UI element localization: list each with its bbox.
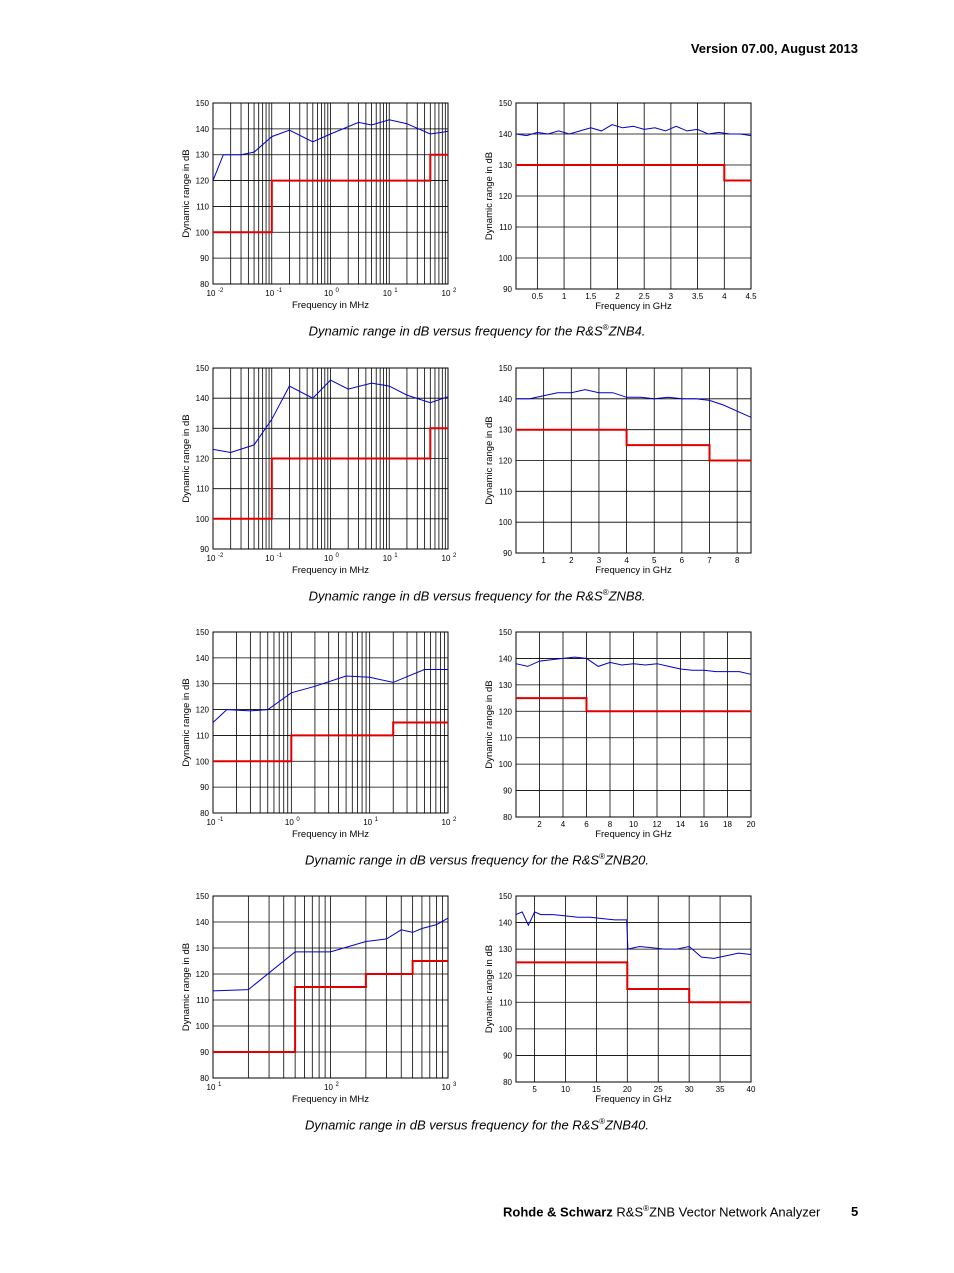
y-tick-label: 130	[195, 150, 209, 160]
y-tick-label: 90	[503, 786, 512, 796]
x-tick-label: 10	[265, 554, 275, 563]
x-axis-label: Frequency in GHz	[595, 565, 672, 576]
x-tick-label: 12	[652, 820, 662, 829]
y-axis-label: Dynamic range in dB	[484, 151, 495, 241]
y-tick-label: 110	[196, 202, 209, 212]
x-tick-label: 6	[584, 820, 589, 829]
y-tick-label: 130	[195, 944, 209, 953]
y-tick-label: 100	[195, 514, 209, 524]
x-tick-label: 10	[629, 820, 638, 829]
y-tick-label: 140	[498, 654, 512, 664]
x-tick-exponent: 0	[296, 817, 300, 823]
x-tick-label: 10	[324, 554, 333, 563]
y-tick-label: 140	[195, 653, 209, 663]
y-tick-label: 110	[499, 487, 512, 497]
x-tick-label: 30	[684, 1085, 694, 1094]
x-tick-label: 40	[746, 1085, 756, 1094]
x-axis-label: Frequency in MHz	[291, 1094, 370, 1105]
x-tick-exponent: 2	[453, 553, 457, 559]
y-tick-label: 120	[498, 192, 512, 201]
y-tick-label: 110	[499, 733, 512, 743]
x-tick-exponent: 1	[218, 1082, 222, 1088]
x-tick-label: 1	[561, 292, 567, 301]
x-tick-exponent: 0	[335, 288, 339, 294]
x-tick-label: 2	[569, 556, 574, 565]
x-axis-label: Frequency in GHz	[595, 829, 672, 840]
x-tick-label: 3	[668, 292, 674, 301]
y-tick-label: 90	[200, 545, 209, 554]
y-axis-label: Dynamic range in dB	[181, 149, 192, 238]
y-axis-label: Dynamic range in dB	[484, 944, 495, 1034]
y-tick-label: 130	[195, 679, 209, 689]
x-tick-label: 0.5	[531, 292, 543, 301]
x-tick-label: 5	[532, 1085, 537, 1094]
x-tick-label: 3.5	[692, 292, 704, 301]
x-tick-label: 10	[206, 554, 216, 563]
y-tick-label: 120	[498, 971, 512, 981]
y-tick-label: 140	[195, 124, 209, 134]
x-tick-label: 4	[624, 556, 629, 565]
y-tick-label: 100	[498, 1024, 512, 1034]
y-axis-label: Dynamic range in dB	[181, 414, 192, 503]
x-tick-label: 3	[596, 556, 602, 565]
y-tick-label: 100	[195, 1022, 209, 1031]
y-tick-label: 90	[503, 285, 512, 294]
x-tick-label: 4	[722, 292, 727, 301]
x-tick-exponent: -1	[276, 288, 283, 294]
x-tick-exponent: 2	[453, 817, 457, 823]
x-tick-label: 14	[676, 820, 685, 829]
y-tick-label: 140	[195, 394, 209, 404]
y-tick-label: 120	[498, 707, 512, 717]
document-version: Version 07.00, August 2013	[690, 41, 858, 56]
y-axis-label: Dynamic range in dB	[181, 942, 192, 1032]
caption-znb4: Dynamic range in dB versus frequency for the R&S®ZNB4.	[308, 323, 646, 339]
x-tick-label: 1	[541, 556, 546, 565]
y-tick-label: 100	[498, 518, 512, 528]
y-tick-label: 130	[498, 680, 512, 690]
x-tick-label: 4.5	[745, 292, 757, 301]
x-tick-label: 10	[284, 818, 294, 827]
x-tick-label: 6	[679, 556, 685, 565]
x-axis-label: Frequency in MHz	[291, 829, 370, 840]
x-tick-label: 10	[363, 818, 373, 827]
x-tick-label: 15	[591, 1085, 601, 1094]
y-tick-label: 120	[195, 705, 209, 715]
x-tick-label: 10	[441, 554, 451, 563]
y-tick-label: 120	[498, 456, 512, 466]
x-axis-label: Frequency in MHz	[291, 300, 370, 311]
y-tick-label: 130	[498, 945, 512, 955]
x-tick-exponent: 1	[374, 817, 379, 823]
y-tick-label: 120	[195, 176, 209, 186]
x-tick-exponent: 0	[335, 553, 339, 559]
x-axis-label: Frequency in MHz	[291, 565, 370, 576]
y-tick-label: 150	[195, 892, 209, 901]
y-tick-label: 130	[498, 425, 512, 435]
x-tick-label: 10	[206, 1083, 216, 1092]
y-tick-label: 130	[498, 161, 512, 170]
x-tick-label: 10	[206, 289, 216, 298]
x-tick-label: 2	[615, 292, 620, 301]
y-tick-label: 100	[498, 760, 512, 770]
y-tick-label: 140	[498, 918, 512, 928]
y-tick-label: 150	[195, 99, 209, 108]
x-tick-label: 10	[382, 289, 392, 298]
x-tick-label: 10	[561, 1085, 570, 1094]
y-tick-label: 90	[200, 1048, 209, 1057]
x-tick-label: 16	[699, 820, 709, 829]
y-axis-label: Dynamic range in dB	[484, 416, 495, 505]
x-tick-label: 10	[324, 289, 333, 298]
x-tick-exponent: 1	[394, 553, 398, 559]
y-tick-label: 150	[498, 99, 512, 108]
caption-znb8: Dynamic range in dB versus frequency for the R&S®ZNB8.	[308, 588, 646, 604]
x-tick-label: 8	[734, 556, 740, 565]
y-tick-label: 80	[200, 280, 209, 289]
x-tick-label: 10	[265, 289, 275, 298]
x-tick-exponent: -1	[276, 553, 283, 559]
x-tick-label: 20	[622, 1085, 632, 1094]
x-tick-exponent: 3	[453, 1082, 457, 1088]
y-tick-label: 90	[200, 783, 209, 793]
x-tick-label: 10	[382, 554, 392, 563]
x-tick-label: 7	[707, 556, 712, 565]
y-tick-label: 110	[499, 998, 512, 1008]
y-tick-label: 100	[498, 254, 512, 263]
x-tick-label: 2.5	[638, 292, 650, 301]
x-tick-label: 10	[441, 289, 451, 298]
y-tick-label: 90	[503, 1051, 512, 1061]
y-tick-label: 110	[196, 996, 209, 1005]
x-tick-label: 8	[607, 820, 613, 829]
x-tick-exponent: -1	[218, 817, 224, 823]
spec-line	[516, 962, 751, 1002]
x-tick-label: 35	[715, 1085, 725, 1094]
y-tick-label: 110	[196, 484, 209, 494]
y-tick-label: 150	[498, 364, 512, 373]
y-tick-label: 120	[195, 970, 209, 979]
y-tick-label: 80	[503, 1078, 512, 1087]
caption-znb40: Dynamic range in dB versus frequency for the R&S®ZNB40.	[304, 1117, 650, 1133]
x-tick-label: 10	[206, 818, 216, 827]
y-axis-label: Dynamic range in dB	[484, 680, 495, 769]
y-tick-label: 120	[195, 454, 209, 464]
y-tick-label: 80	[503, 813, 512, 822]
y-tick-label: 80	[200, 809, 209, 818]
y-tick-label: 90	[200, 254, 209, 264]
x-tick-label: 1.5	[585, 292, 597, 301]
x-tick-exponent: 2	[335, 1082, 339, 1088]
x-tick-label: 20	[746, 820, 756, 829]
y-tick-label: 110	[196, 731, 209, 741]
measured-trace	[516, 912, 751, 959]
y-tick-label: 90	[503, 549, 512, 558]
x-tick-label: 10	[324, 1083, 333, 1092]
x-tick-exponent: 2	[453, 288, 457, 294]
x-tick-label: 25	[653, 1085, 663, 1094]
y-tick-label: 100	[195, 228, 209, 238]
x-tick-label: 10	[441, 1083, 451, 1092]
x-tick-exponent: 1	[394, 288, 398, 294]
x-tick-label: 2	[537, 820, 542, 829]
y-axis-label: Dynamic range in dB	[181, 678, 192, 767]
y-tick-label: 80	[200, 1074, 209, 1083]
y-tick-label: 150	[498, 628, 512, 637]
y-tick-label: 130	[195, 424, 209, 434]
x-tick-label: 10	[441, 818, 451, 827]
y-tick-label: 110	[499, 223, 512, 232]
x-axis-label: Frequency in GHz	[595, 1094, 672, 1105]
y-tick-label: 100	[195, 757, 209, 767]
y-tick-label: 150	[195, 628, 209, 637]
y-tick-label: 150	[195, 364, 209, 373]
x-tick-label: 5	[652, 556, 657, 565]
x-tick-exponent: -2	[218, 553, 224, 559]
page-number: 5	[851, 1204, 859, 1219]
footer-product: Rohde & Schwarz R&S®ZNB Vector Network Analyzer	[503, 1204, 821, 1220]
x-tick-exponent: -2	[218, 288, 224, 294]
y-tick-label: 140	[498, 394, 512, 404]
x-tick-label: 18	[723, 820, 732, 829]
caption-znb20: Dynamic range in dB versus frequency for the R&S®ZNB20.	[304, 852, 650, 868]
y-tick-label: 140	[195, 918, 209, 927]
x-tick-label: 4	[560, 820, 566, 829]
x-axis-label: Frequency in GHz	[595, 301, 672, 312]
y-tick-label: 140	[498, 130, 512, 139]
y-tick-label: 150	[498, 892, 512, 901]
